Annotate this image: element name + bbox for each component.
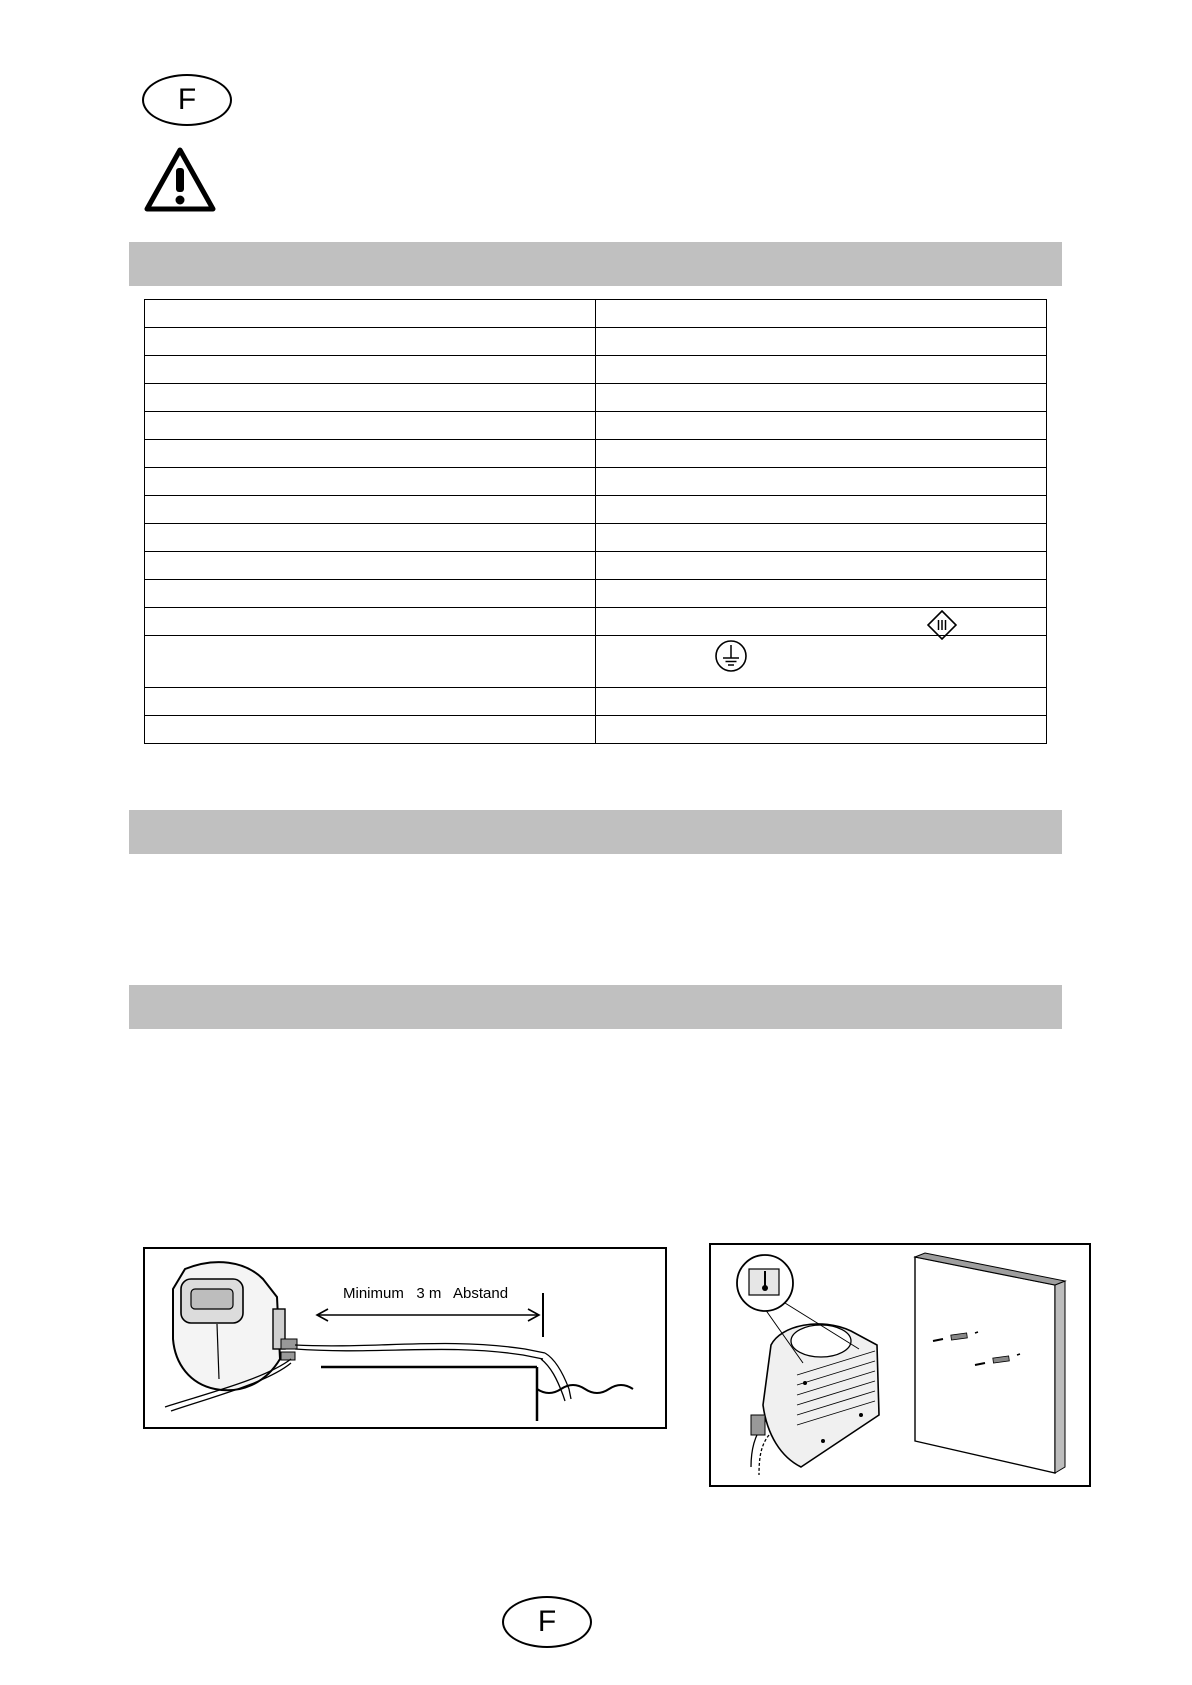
- language-badge-bottom: F: [502, 1596, 592, 1648]
- table-cell: [596, 412, 1047, 440]
- table-cell: [145, 300, 596, 328]
- table-row: [145, 552, 1047, 580]
- table-row: [145, 524, 1047, 552]
- table-cell: [145, 468, 596, 496]
- section-header-bar: [129, 985, 1062, 1029]
- wall-mount-illustration: [711, 1245, 1089, 1485]
- table-row: [145, 636, 1047, 688]
- table-cell: [145, 688, 596, 716]
- table-row: [145, 384, 1047, 412]
- table-cell: [596, 552, 1047, 580]
- wall-mount-figure: [709, 1243, 1091, 1487]
- table-cell: [145, 524, 596, 552]
- table-row: [145, 300, 1047, 328]
- table-cell: [145, 496, 596, 524]
- table-row: [145, 412, 1047, 440]
- language-badge-top: F: [142, 74, 232, 126]
- specifications-table: [144, 299, 1047, 744]
- protective-earth-icon: [714, 639, 748, 673]
- warning-triangle-icon: [144, 146, 216, 212]
- table-cell: [596, 356, 1047, 384]
- distance-illustration: [145, 1249, 665, 1427]
- table-cell: [145, 716, 596, 744]
- table-cell: [596, 716, 1047, 744]
- table-row: [145, 328, 1047, 356]
- table-cell: [596, 496, 1047, 524]
- table-cell: [145, 356, 596, 384]
- table-cell: [145, 552, 596, 580]
- table-cell: [596, 328, 1047, 356]
- table-row: [145, 688, 1047, 716]
- table-cell: [596, 608, 1047, 636]
- table-cell: [596, 440, 1047, 468]
- section-header-bar: [129, 810, 1062, 854]
- table-row: [145, 580, 1047, 608]
- table-cell: [596, 468, 1047, 496]
- table-row: [145, 496, 1047, 524]
- table-row: [145, 468, 1047, 496]
- table-cell: [145, 608, 596, 636]
- table-cell: [145, 636, 596, 688]
- table-cell: [596, 524, 1047, 552]
- table-cell: [145, 440, 596, 468]
- distance-label: Minimum 3 m Abstand: [343, 1285, 509, 1302]
- table-cell: [596, 636, 1047, 688]
- table-cell: [145, 412, 596, 440]
- table-cell: [596, 580, 1047, 608]
- section-header-bar: [129, 242, 1062, 286]
- distance-figure: [143, 1247, 667, 1429]
- table-cell: [596, 300, 1047, 328]
- table-row: [145, 356, 1047, 384]
- table-row: [145, 716, 1047, 744]
- table-cell: [145, 328, 596, 356]
- table-cell: [596, 688, 1047, 716]
- table-row: [145, 608, 1047, 636]
- table-cell: [145, 580, 596, 608]
- table-cell: [145, 384, 596, 412]
- table-row: [145, 440, 1047, 468]
- table-cell: [596, 384, 1047, 412]
